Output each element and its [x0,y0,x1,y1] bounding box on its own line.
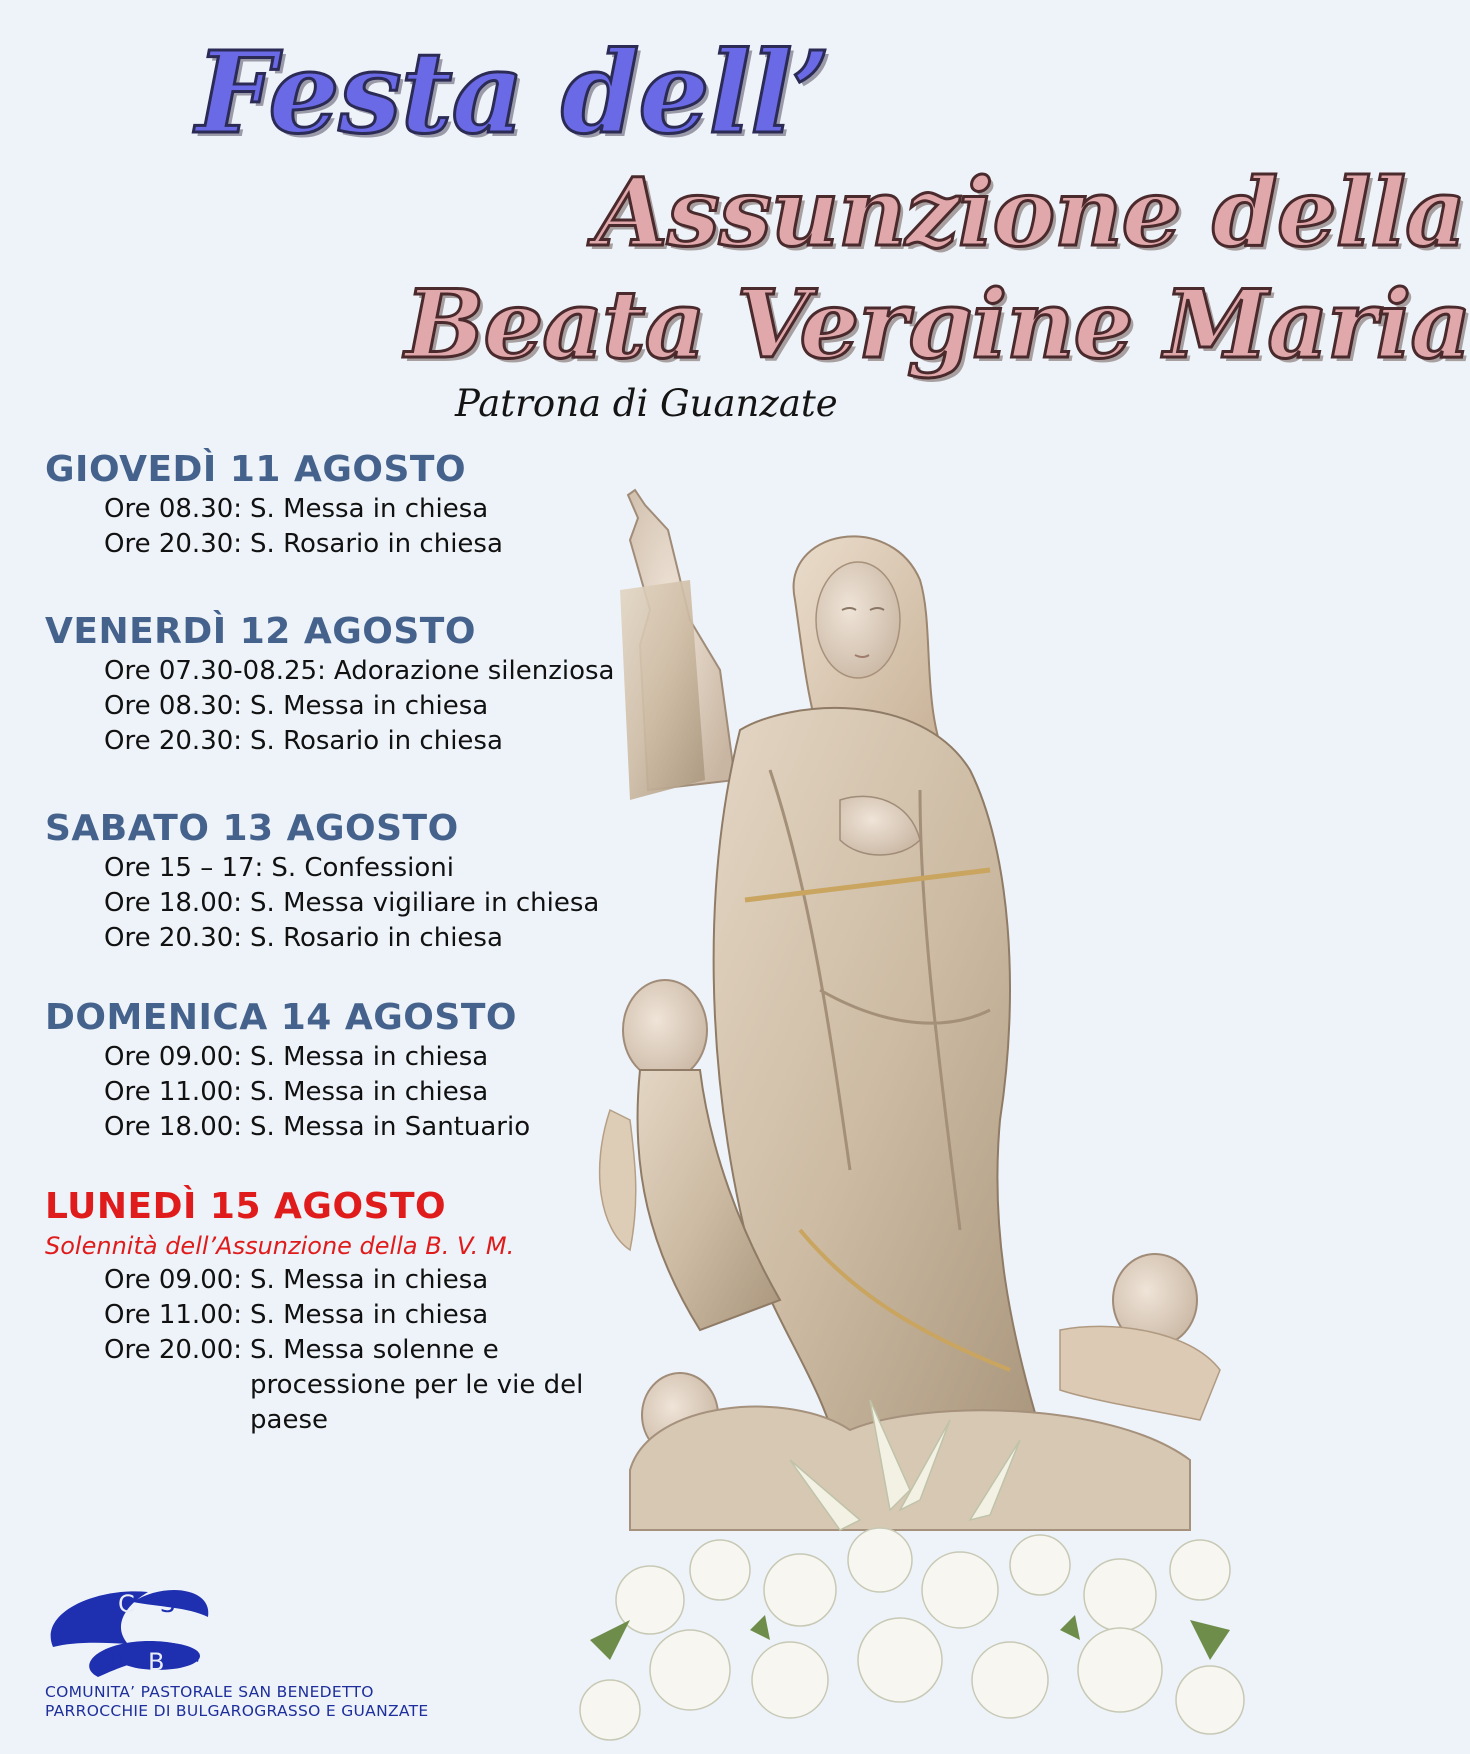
logo-letter-s: S [160,1590,176,1618]
event-desc: S. Messa vigiliare in chiesa [250,888,600,918]
event-time: Ore 20.30: [104,529,243,559]
subtitle: Patrona di Guanzate [455,382,838,425]
day-giovedi [45,448,685,562]
event-row [45,1110,685,1145]
event-desc: S. Confessioni [271,853,454,883]
event-time: Ore 20.30: [104,923,243,953]
cspb-logo [38,1572,218,1682]
event-row [45,1298,685,1333]
day-heading: DOMENICA 14 AGOSTO [45,997,517,1038]
event-desc: S. Messa in chiesa [250,1042,489,1072]
title-line-2: Assunzione della [595,158,1465,268]
org-line-2: PARROCCHIE DI BULGAROGRASSO E GUANZATE [45,1702,429,1720]
event-desc: S. Rosario in chiesa [250,726,503,756]
event-row [45,527,685,562]
day-sabato [45,807,685,956]
event-desc: S. Messa in chiesa [250,691,489,721]
event-desc: S. Rosario in chiesa [250,529,503,559]
event-desc: S. Messa in chiesa [250,1300,489,1330]
event-row [45,1075,685,1110]
org-line-1: COMUNITA’ PASTORALE SAN BENEDETTO [45,1683,374,1701]
event-time: Ore 11.00: [104,1077,243,1107]
logo-letter-b: B [148,1648,165,1676]
event-desc: S. Messa in chiesa [250,1265,489,1295]
event-time: Ore 09.00: [104,1265,243,1295]
event-time: Ore 09.00: [104,1042,243,1072]
event-desc: S. Messa solenne e processione per le vie del paese [250,1335,584,1435]
event-time: Ore 08.30: [104,494,243,524]
event-time: Ore 18.00: [104,1112,243,1142]
statue-image [590,470,1240,1754]
title-line-1: Festa dell’ [196,28,830,159]
event-row [45,689,685,724]
day-venerdi [45,610,685,759]
day-domenica [45,996,685,1145]
feast-note: Solennità dell’Assunzione della B. V. M. [45,1232,515,1260]
event-time: Ore 15 – 17: [104,853,264,883]
event-row [45,724,685,759]
event-time: Ore 20.00: [104,1335,243,1365]
event-row [45,492,685,527]
event-row [45,654,685,689]
event-row [45,1040,685,1075]
event-desc: S. Messa in chiesa [250,494,489,524]
day-heading: GIOVEDÌ 11 AGOSTO [45,449,467,490]
day-lunedi [45,1185,685,1438]
event-time: Ore 11.00: [104,1300,243,1330]
logo-letter-p: P [110,1648,125,1676]
day-heading: SABATO 13 AGOSTO [45,808,459,849]
event-desc: S. Rosario in chiesa [250,923,503,953]
title-line-3: Beata Vergine Maria [405,270,1470,380]
event-time: Ore 18.00: [104,888,243,918]
day-heading: VENERDÌ 12 AGOSTO [45,611,476,652]
event-time: Ore 20.30: [104,726,243,756]
event-row [45,1263,685,1298]
day-heading: LUNEDÌ 15 AGOSTO [45,1186,447,1227]
event-desc: S. Messa in Santuario [250,1112,531,1142]
organization-name [45,1683,428,1721]
event-row [45,886,685,921]
logo-letter-c: C [118,1590,135,1618]
event-row [45,921,685,956]
event-time: Ore 07.30-08.25: [104,656,326,686]
schedule [45,448,685,1438]
event-time: Ore 08.30: [104,691,243,721]
event-desc: S. Messa in chiesa [250,1077,489,1107]
event-row [45,1333,685,1438]
event-row [45,851,685,886]
event-desc: Adorazione silenziosa [333,656,615,686]
